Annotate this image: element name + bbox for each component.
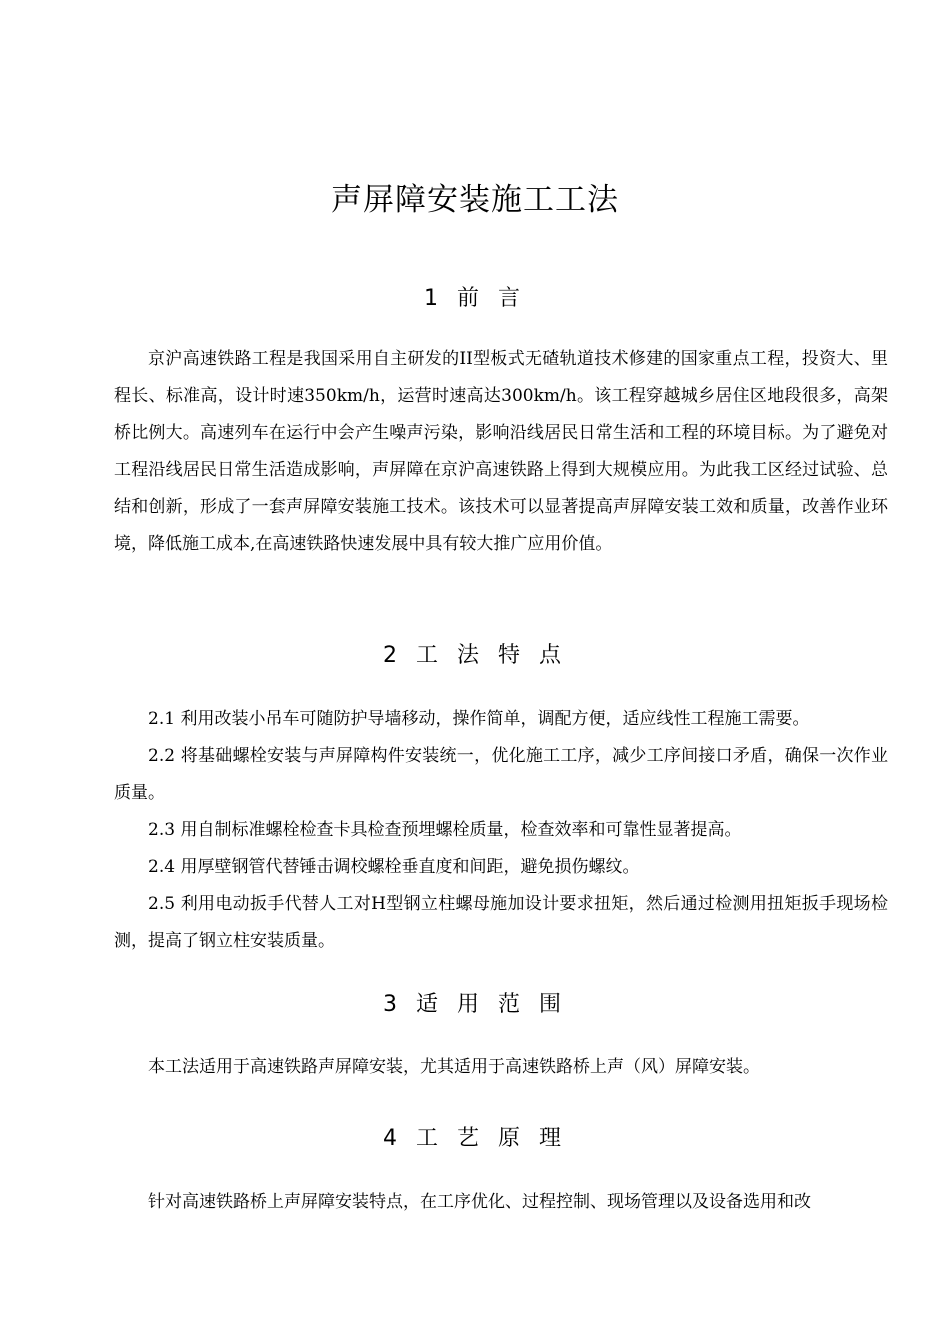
section-2-item-2: 2.2 将基础螺栓安装与声屏障构件安装统一，优化施工工序，减少工序间接口矛盾，确保一次作业质量。 xyxy=(114,746,888,803)
section-4-paragraph: 针对高速铁路桥上声屏障安装特点，在工序优化、过程控制、现场管理以及设备选用和改 xyxy=(148,1192,811,1212)
section-3-heading: 3 适 用 范 围 xyxy=(383,992,567,1017)
section-2-body xyxy=(114,701,888,960)
section-1-heading: 1 前 言 xyxy=(424,286,526,311)
section-2-item-4: 2.4 用厚壁钢管代替锤击调校螺栓垂直度和间距，避免损伤螺纹。 xyxy=(148,857,640,877)
section-4-body xyxy=(114,1184,888,1221)
section-3-paragraph: 本工法适用于高速铁路声屏障安装，尤其适用于高速铁路桥上声（风）屏障安装。 xyxy=(148,1057,760,1077)
section-2-item-3: 2.3 用自制标准螺栓检查卡具检查预埋螺栓质量，检查效率和可靠性显著提高。 xyxy=(148,820,742,840)
section-2-item-5: 2.5 利用电动扳手代替人工对H型钢立柱螺母施加设计要求扭矩，然后通过检测用扭矩扳手现场检测，提高了钢立柱安装质量。 xyxy=(114,894,888,951)
section-1-paragraph: 京沪高速铁路工程是我国采用自主研发的II型板式无碴轨道技术修建的国家重点工程，投资大、里程长、标准高，设计时速350km/h，运营时速高达300km/h。该工程穿越城乡居住区地段很多，高架桥比例大。高速列车在运行中会产生噪声污染，影响沿线居民日常生活和工程的环境目标。为了避免对工程沿线居民日常生活造成影响，声屏障在京沪高速铁路上得到大规模应用。为此我工区经过试验、总结和创新，形成了一套声屏障安装施工技术。该技术可以显著提高声屏障安装工效和质量，改善作业环境，降低施工成本,在高速铁路快速发展中具有较大推广应用价值。 xyxy=(114,349,888,554)
section-3-body xyxy=(114,1049,888,1086)
section-1-body xyxy=(114,341,888,563)
section-4-heading: 4 工 艺 原 理 xyxy=(383,1126,567,1151)
section-2-item-1: 2.1 利用改装小吊车可随防护导墙移动，操作简单，调配方便，适应线性工程施工需要。 xyxy=(148,709,810,729)
section-2-heading: 2 工 法 特 点 xyxy=(383,643,567,668)
document-title: 声屏障安装施工工法 xyxy=(331,182,619,218)
